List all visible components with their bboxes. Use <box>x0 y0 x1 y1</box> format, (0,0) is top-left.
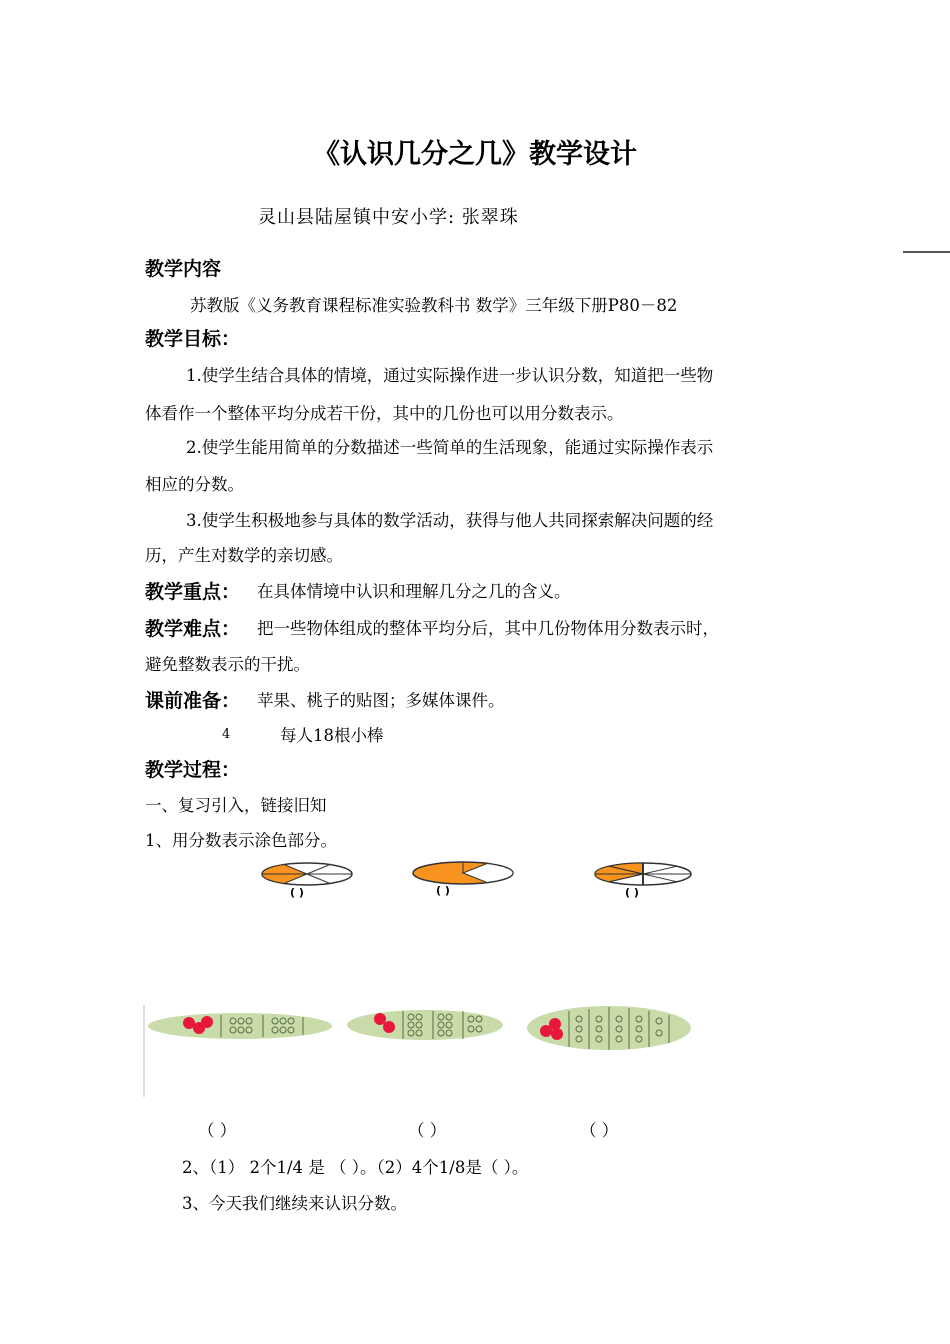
goal-3-line-2: 历，产生对数学的亲切感。 <box>145 546 343 565</box>
goal-3-line-1: 3.使学生积极地参与具体的数学活动，获得与他人共同探索解决问题的经 <box>186 511 714 530</box>
pie-1-blank: ( ) <box>290 886 304 899</box>
preparation-heading: 课前准备： <box>145 690 241 712</box>
preparation-note-number: 4 <box>222 727 231 742</box>
difficulty-heading: 教学难点： <box>145 618 241 640</box>
pie-3 <box>595 863 691 885</box>
answer-blank-3: （ ） <box>580 1121 619 1140</box>
item-1-text: 1、用分数表示涂色部分。 <box>145 831 337 850</box>
item-2-text: 2、（1） 2个1/4 是 （ ）。（2）4个1/8是（ ）。 <box>182 1158 529 1177</box>
margin-rule <box>903 251 950 253</box>
answer-blank-1: （ ） <box>198 1121 237 1140</box>
author-line: 灵山县陆屋镇中安小学: 张翠珠 <box>258 207 519 228</box>
key-point-heading: 教学重点： <box>145 581 241 603</box>
difficulty-line-1: 把一些物体组成的整体平均分后，其中几份物体用分数表示时， <box>257 619 719 638</box>
goal-2-line-2: 相应的分数。 <box>145 475 244 494</box>
pie-2 <box>413 862 513 884</box>
pie-3-blank: ( ) <box>625 886 639 899</box>
page-title: 《认识几分之几》教学设计 <box>313 139 637 170</box>
preparation-note-text: 每人18根小棒 <box>280 726 384 745</box>
content-text: 苏教版《义务教育课程标准实验教科书 数学》三年级下册P80－82 <box>190 296 678 315</box>
process-heading: 教学过程： <box>145 759 241 781</box>
goal-1-line-2: 体看作一个整体平均分成若干份，其中的几份也可以用分数表示。 <box>145 404 624 423</box>
item-3-text: 3、今天我们继续来认识分数。 <box>182 1194 407 1213</box>
oval-3 <box>527 1006 691 1050</box>
goal-2-line-1: 2.使学生能用简单的分数描述一些简单的生活现象，能通过实际操作表示 <box>186 438 714 457</box>
oval-2 <box>347 1010 503 1040</box>
preparation-text: 苹果、桃子的贴图；多媒体课件。 <box>257 691 505 710</box>
oval-1 <box>148 1013 332 1039</box>
content-heading: 教学内容 <box>145 258 222 280</box>
pie-1 <box>262 863 352 885</box>
step-1-text: 一、复习引入，链接旧知 <box>145 796 327 815</box>
difficulty-line-2: 避免整数表示的干扰。 <box>145 655 310 674</box>
goal-1-line-1: 1.使学生结合具体的情境，通过实际操作进一步认识分数，知道把一些物 <box>186 366 714 385</box>
grouped-objects-figure <box>143 1005 695 1097</box>
pie-2-blank: ( ) <box>436 884 450 897</box>
key-point-text: 在具体情境中认识和理解几分之几的含义。 <box>257 582 571 601</box>
goals-heading: 教学目标： <box>145 328 241 350</box>
answer-blank-2: （ ） <box>408 1121 447 1140</box>
